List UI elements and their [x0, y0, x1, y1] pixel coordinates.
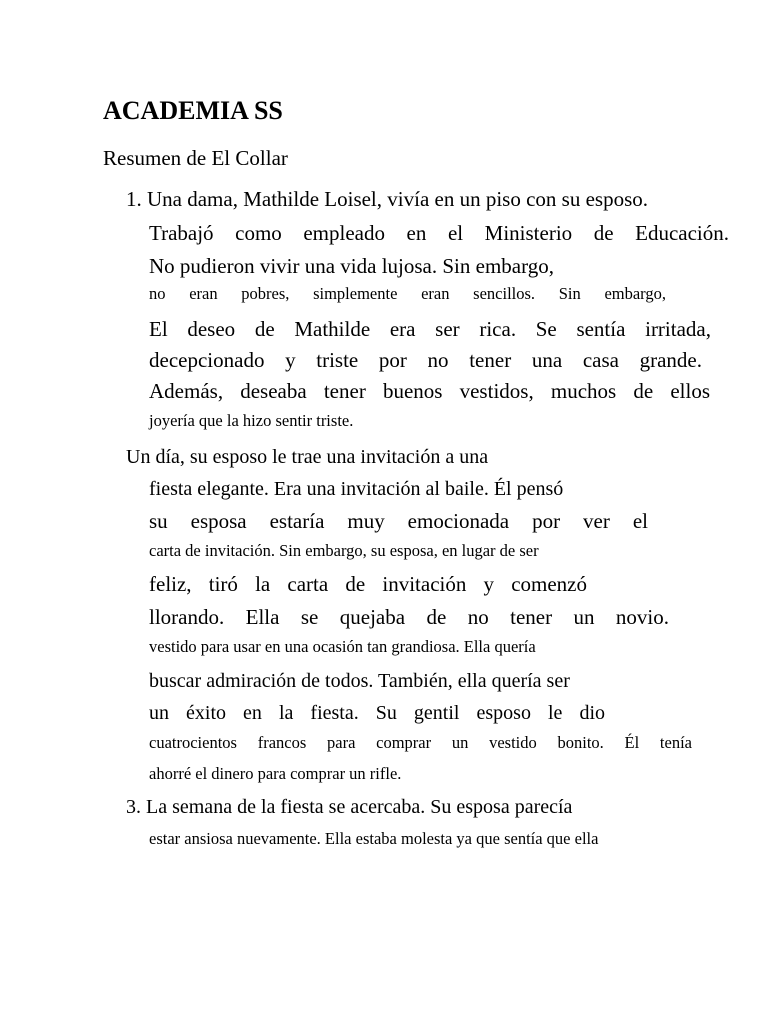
text-line: El deseo de Mathilde era ser rica. Se sentía irritada, [149, 317, 711, 341]
text-line: 3. La semana de la fiesta se acercaba. Su esposa parecía [126, 796, 573, 818]
text-line: llorando. Ella se quejaba de no tener un novio. [149, 605, 669, 629]
text-line: Un día, su esposo le trae una invitación a una [126, 446, 489, 468]
text-line: Además, deseaba tener buenos vestidos, muchos de ellos [149, 379, 710, 403]
text-line: decepcionado y triste por no tener una casa grande. [149, 348, 702, 372]
page-title: ACADEMIA SS [103, 96, 283, 125]
text-line: Trabajó como empleado en el Ministerio de Educación. [149, 221, 729, 245]
text-line: estar ansiosa nuevamente. Ella estaba molesta ya que sentía que ella [149, 829, 599, 848]
text-line: joyería que la hizo sentir triste. [149, 411, 354, 430]
text-line: No pudieron vivir una vida lujosa. Sin embargo, [149, 254, 554, 278]
text-line: carta de invitación. Sin embargo, su esposa, en lugar de ser [149, 541, 539, 560]
text-line: feliz, tiró la carta de invitación y comenzó [149, 572, 587, 596]
text-line: 1. Una dama, Mathilde Loisel, vivía en un piso con su esposo. [126, 187, 648, 211]
text-line: buscar admiración de todos. También, ella quería ser [149, 670, 570, 692]
text-line: un éxito en la fiesta. Su gentil esposo le dio [149, 702, 605, 724]
text-line: fiesta elegante. Era una invitación al baile. Él pensó [149, 478, 564, 500]
text-line: vestido para usar en una ocasión tan grandiosa. Ella quería [149, 637, 536, 656]
page-subtitle: Resumen de El Collar [103, 146, 288, 170]
text-line: no eran pobres, simplemente eran sencillos. Sin embargo, [149, 284, 666, 303]
text-line: ahorré el dinero para comprar un rifle. [149, 764, 402, 783]
text-line: su esposa estaría muy emocionada por ver el [149, 509, 648, 533]
text-line: cuatrocientos francos para comprar un vestido bonito. Él tenía [149, 733, 692, 752]
